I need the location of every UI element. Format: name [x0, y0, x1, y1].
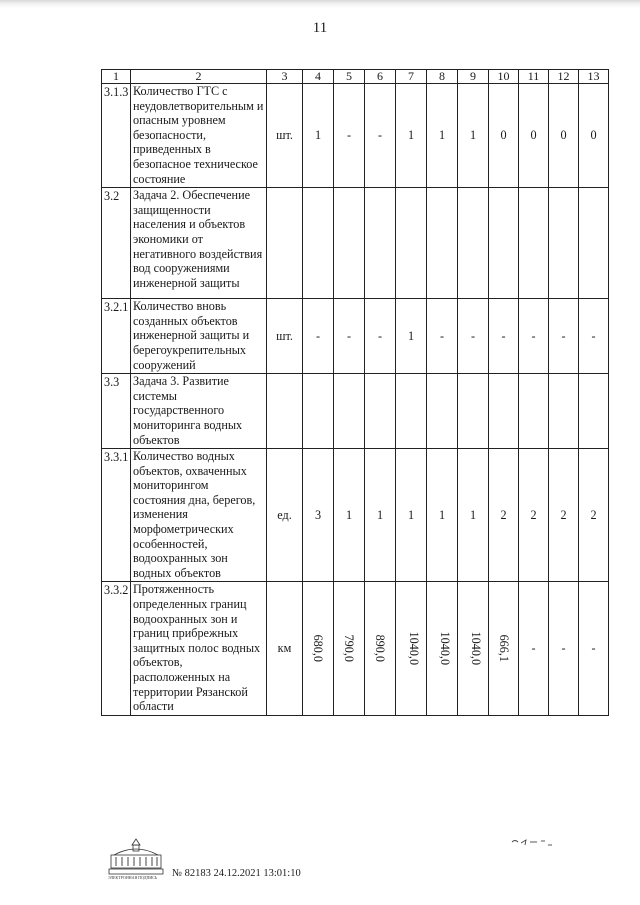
- value-cell: -: [303, 299, 334, 374]
- value-cell: [365, 188, 396, 299]
- value-cell: 1: [458, 449, 489, 582]
- row-description: Количество водных объектов, охваченных мониторингом состояния дна, берегов, изменения морфометрических особенностей, водоохранных зон водных объектов: [131, 449, 267, 582]
- value-cell: 1: [303, 84, 334, 188]
- value-cell: [549, 188, 579, 299]
- row-description: Количество ГТС с неудовлетворительным и опасным уровнем безопасности, приведенных в безопасное техническое состояние: [131, 84, 267, 188]
- value-cell: 1: [458, 84, 489, 188]
- value-cell: -: [365, 299, 396, 374]
- table-row: [102, 299, 609, 374]
- value-cell: -: [549, 299, 579, 374]
- value-cell: 1: [396, 449, 427, 582]
- value-cell: [334, 188, 365, 299]
- rotated-value: 666,1: [497, 634, 512, 663]
- value-cell: [489, 188, 519, 299]
- handwritten-mark-icon: [510, 836, 555, 848]
- value-cell: [334, 582, 365, 715]
- header-cell: 13: [579, 70, 609, 84]
- table-row: [102, 449, 609, 582]
- stamp-caption: ЭЛЕКТРОННАЯ ПОДПИСЬ: [108, 875, 158, 880]
- value-cell: -: [334, 84, 365, 188]
- value-cell: -: [427, 299, 458, 374]
- value-cell: [303, 188, 334, 299]
- row-description: Протяженность определенных границ водоохранных зон и границ прибрежных защитных полос водных объектов, расположенных на территории Рязанской области: [131, 582, 267, 715]
- value-cell: [519, 188, 549, 299]
- table-row: [102, 84, 609, 188]
- table-row: [102, 188, 609, 299]
- value-cell: [427, 188, 458, 299]
- value-cell: [458, 188, 489, 299]
- header-cell: 9: [458, 70, 489, 84]
- rotated-value: 1040,0: [407, 631, 422, 666]
- value-cell: 3: [303, 449, 334, 582]
- value-cell: [458, 374, 489, 449]
- value-cell: -: [365, 84, 396, 188]
- value-cell: [458, 582, 489, 715]
- value-cell: 1: [427, 84, 458, 188]
- value-cell: -: [519, 299, 549, 374]
- value-cell: [334, 374, 365, 449]
- value-cell: [579, 188, 609, 299]
- value-cell: -: [579, 299, 609, 374]
- table-body: [102, 70, 609, 716]
- row-unit: ед.: [267, 449, 303, 582]
- rotated-value: 890,0: [373, 634, 388, 663]
- header-cell: 2: [131, 70, 267, 84]
- row-unit: [267, 188, 303, 299]
- value-cell: 2: [489, 449, 519, 582]
- row-code: 3.2.1: [102, 299, 131, 374]
- row-code: 3.3.2: [102, 582, 131, 715]
- row-unit: шт.: [267, 84, 303, 188]
- value-cell: [579, 374, 609, 449]
- value-cell: 0: [549, 84, 579, 188]
- value-cell: 1: [427, 449, 458, 582]
- value-cell: [365, 374, 396, 449]
- value-cell: [519, 374, 549, 449]
- row-description: Задача 3. Развитие системы государственного мониторинга водных объектов: [131, 374, 267, 449]
- value-cell: [396, 374, 427, 449]
- value-cell: [396, 582, 427, 715]
- row-code: 3.3.1: [102, 449, 131, 582]
- table-row: [102, 582, 609, 715]
- row-unit: [267, 374, 303, 449]
- value-cell: 0: [579, 84, 609, 188]
- rotated-value: 1040,0: [438, 631, 453, 666]
- value-cell: -: [489, 299, 519, 374]
- header-cell: 5: [334, 70, 365, 84]
- value-cell: -: [549, 582, 579, 715]
- row-code: 3.3: [102, 374, 131, 449]
- value-cell: [427, 374, 458, 449]
- registry-stamp-icon: [108, 837, 164, 875]
- value-cell: [489, 374, 519, 449]
- value-cell: 1: [365, 449, 396, 582]
- row-unit: шт.: [267, 299, 303, 374]
- value-cell: [427, 582, 458, 715]
- header-cell: 4: [303, 70, 334, 84]
- rotated-value: 790,0: [342, 634, 357, 663]
- value-cell: [303, 374, 334, 449]
- header-cell: 7: [396, 70, 427, 84]
- header-cell: 11: [519, 70, 549, 84]
- header-cell: 10: [489, 70, 519, 84]
- row-unit: км: [267, 582, 303, 715]
- value-cell: 0: [489, 84, 519, 188]
- row-code: 3.2: [102, 188, 131, 299]
- value-cell: 1: [334, 449, 365, 582]
- value-cell: [549, 374, 579, 449]
- row-description: Количество вновь созданных объектов инженерной защиты и берегоукрепительных сооружений: [131, 299, 267, 374]
- rotated-value: 1040,0: [469, 631, 484, 666]
- page-number: 11: [312, 20, 328, 36]
- header-cell: 3: [267, 70, 303, 84]
- rotated-value: 680,0: [311, 634, 326, 663]
- value-cell: 2: [579, 449, 609, 582]
- value-cell: -: [458, 299, 489, 374]
- header-cell: 1: [102, 70, 131, 84]
- header-cell: 8: [427, 70, 458, 84]
- value-cell: 2: [519, 449, 549, 582]
- value-cell: 0: [519, 84, 549, 188]
- header-row: [102, 70, 609, 84]
- value-cell: [489, 582, 519, 715]
- value-cell: -: [519, 582, 549, 715]
- value-cell: 1: [396, 84, 427, 188]
- table-row: [102, 374, 609, 449]
- value-cell: [396, 188, 427, 299]
- value-cell: [365, 582, 396, 715]
- row-description: Задача 2. Обеспечение защищенности населения и объектов экономики от негативного воздействия вод сооружениями инженерной защиты: [131, 188, 267, 299]
- value-cell: 2: [549, 449, 579, 582]
- value-cell: -: [579, 582, 609, 715]
- indicators-table: [101, 69, 609, 716]
- document-reference: № 82183 24.12.2021 13:01:10: [172, 868, 301, 879]
- value-cell: -: [334, 299, 365, 374]
- header-cell: 12: [549, 70, 579, 84]
- scan-edge: [0, 0, 640, 14]
- value-cell: 1: [396, 299, 427, 374]
- value-cell: [303, 582, 334, 715]
- row-code: 3.1.3: [102, 84, 131, 188]
- footer: [108, 837, 338, 882]
- header-cell: 6: [365, 70, 396, 84]
